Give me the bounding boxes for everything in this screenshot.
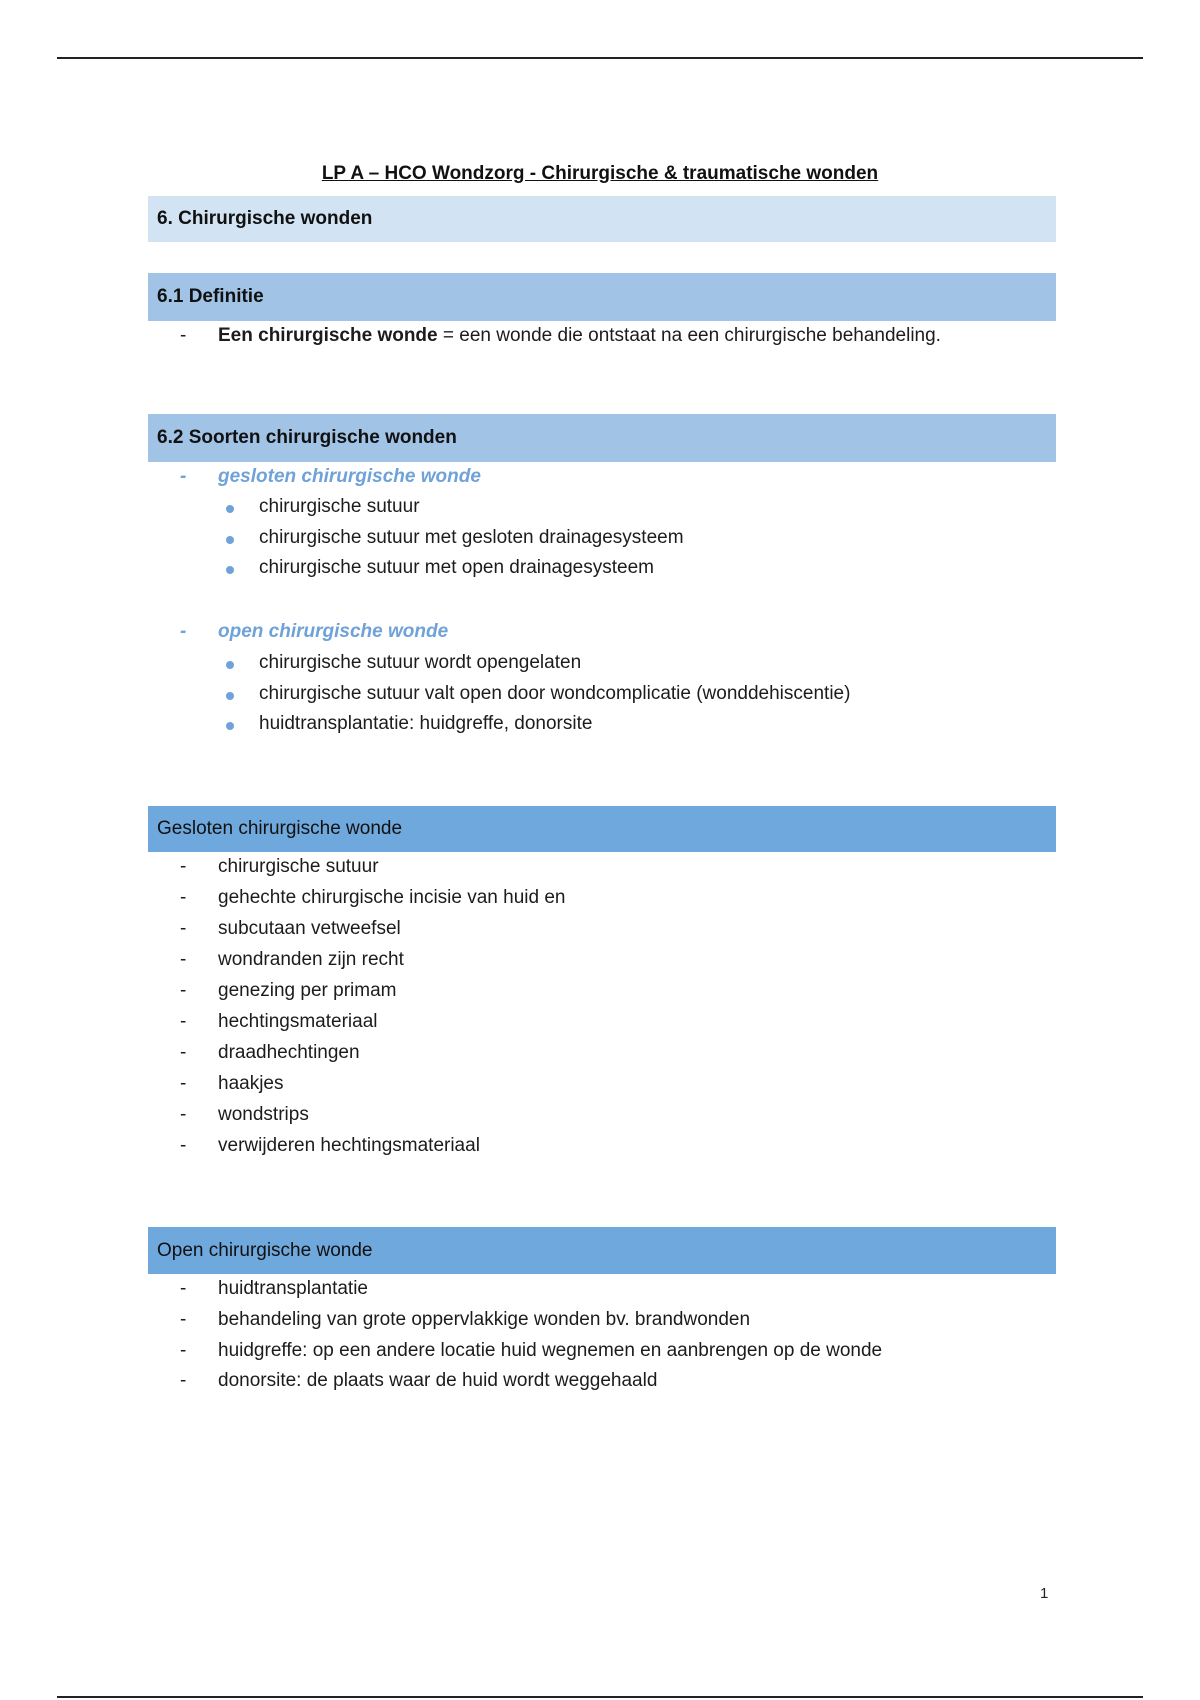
list-dash: -: [180, 1309, 187, 1330]
list-item: [0, 1338, 1200, 1368]
list-item: [0, 854, 1200, 884]
list-dash: -: [180, 325, 187, 346]
open-type-label: open chirurgische wonde: [218, 621, 449, 642]
list-item-text: wondstrips: [218, 1104, 309, 1125]
list-item-text: chirurgische sutuur valt open door wondcomplicatie (wonddehiscentie): [259, 683, 851, 704]
bullet-icon: [226, 722, 234, 730]
list-item: [0, 1133, 1200, 1163]
list-item: [0, 947, 1200, 977]
list-dash: -: [180, 1278, 187, 1299]
list-item: [0, 1009, 1200, 1039]
open-type-label-line: [0, 619, 1200, 649]
list-item-text: verwijderen hechtingsmateriaal: [218, 1135, 480, 1156]
closed-type-label-line: [0, 464, 1200, 494]
list-dash: -: [180, 621, 187, 642]
list-dash: -: [180, 466, 187, 487]
definition-line: [0, 323, 1200, 353]
bullet-icon: [226, 536, 234, 544]
definition-term: Een chirurgische wonde: [218, 325, 438, 346]
list-item-text: subcutaan vetweefsel: [218, 918, 401, 939]
list-item-text: chirurgische sutuur wordt opengelaten: [259, 652, 582, 673]
list-item-text: huidtransplantatie: [218, 1278, 368, 1299]
list-item: [0, 555, 1200, 585]
list-dash: -: [180, 1340, 187, 1361]
list-item: [0, 1276, 1200, 1306]
footer-rule: [57, 1696, 1143, 1698]
section-6-2-heading: 6.2 Soorten chirurgische wonden: [148, 414, 1056, 462]
list-item: [0, 1071, 1200, 1101]
list-item: [0, 1368, 1200, 1398]
list-item: [0, 1040, 1200, 1070]
list-item-text: haakjes: [218, 1073, 284, 1094]
definition: [218, 325, 941, 347]
bullet-icon: [226, 661, 234, 669]
list-item: [0, 978, 1200, 1008]
document-title: LP A – HCO Wondzorg - Chirurgische & traumatische wonden: [321, 163, 879, 184]
list-item-text: donorsite: de plaats waar de huid wordt weggehaald: [218, 1370, 658, 1391]
open-wound-heading: Open chirurgische wonde: [148, 1227, 1056, 1274]
list-dash: -: [180, 1104, 187, 1125]
list-item: [0, 681, 1200, 711]
section-6-1-heading: 6.1 Definitie: [148, 273, 1056, 321]
list-item: [0, 1102, 1200, 1132]
list-dash: -: [180, 1073, 187, 1094]
list-item: [0, 885, 1200, 915]
list-item-text: draadhechtingen: [218, 1042, 360, 1063]
list-item-text: chirurgische sutuur met open drainagesysteem: [259, 557, 654, 578]
list-dash: -: [180, 918, 187, 939]
list-item: [0, 916, 1200, 946]
bullet-icon: [226, 505, 234, 513]
closed-wound-heading: Gesloten chirurgische wonde: [148, 806, 1056, 852]
list-dash: -: [180, 856, 187, 877]
list-dash: -: [180, 949, 187, 970]
list-dash: -: [180, 1042, 187, 1063]
bullet-icon: [226, 692, 234, 700]
list-item: [0, 494, 1200, 524]
closed-type-label: gesloten chirurgische wonde: [218, 466, 481, 487]
list-item-text: gehechte chirurgische incisie van huid en: [218, 887, 566, 908]
page-number: 1: [1040, 1585, 1049, 1602]
definition-text: = een wonde die ontstaat na een chirurgische behandeling.: [437, 325, 941, 346]
list-item: [0, 525, 1200, 555]
list-item-text: chirurgische sutuur: [259, 496, 420, 517]
header-rule: [57, 57, 1143, 59]
list-dash: -: [180, 1011, 187, 1032]
list-item-text: chirurgische sutuur met gesloten drainagesysteem: [259, 527, 684, 548]
list-item-text: chirurgische sutuur: [218, 856, 379, 877]
list-dash: -: [180, 1370, 187, 1391]
list-item-text: genezing per primam: [218, 980, 397, 1001]
list-dash: -: [180, 1135, 187, 1156]
list-item-text: hechtingsmateriaal: [218, 1011, 378, 1032]
list-dash: -: [180, 887, 187, 908]
section-6-heading: 6. Chirurgische wonden: [148, 196, 1056, 242]
list-item: [0, 711, 1200, 741]
list-item: [0, 650, 1200, 680]
list-dash: -: [180, 980, 187, 1001]
list-item-text: huidtransplantatie: huidgreffe, donorsite: [259, 713, 593, 734]
list-item-text: behandeling van grote oppervlakkige wonden bv. brandwonden: [218, 1309, 751, 1330]
list-item-text: huidgreffe: op een andere locatie huid wegnemen en aanbrengen op de wonde: [218, 1340, 883, 1361]
list-item: [0, 1307, 1200, 1337]
bullet-icon: [226, 566, 234, 574]
list-item-text: wondranden zijn recht: [218, 949, 404, 970]
